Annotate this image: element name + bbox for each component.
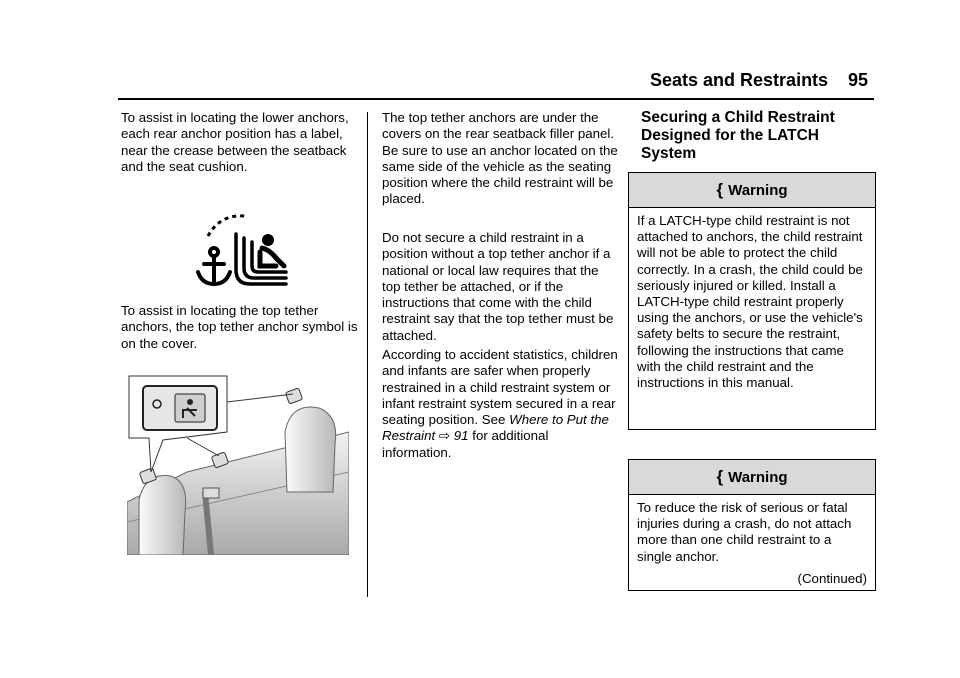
statistics-text: According to accident statistics, children and infants are safer when properly restrained in a child restraint system or infant restraint system secured in a rear seating position. See xyxy=(382,347,618,428)
warning-icon: { xyxy=(716,180,724,199)
top-tether-anchor-icon xyxy=(190,208,290,288)
tether-location-paragraph: The top tether anchors are under the covers on the rear seatback filler panel. Be sure to use an anchor located on the same side of the vehicle as the seating position where the child restraint will be placed. xyxy=(382,110,618,207)
warning-icon: { xyxy=(716,467,724,486)
cross-reference-page[interactable]: 91 xyxy=(453,428,469,444)
statistics-text-end: for additional information. xyxy=(382,428,549,460)
warning-label: Warning xyxy=(728,468,788,486)
top-tether-paragraph: To assist in locating the top tether anchors, the top tether anchor symbol is on the cover. xyxy=(121,303,358,351)
warning-label: Warning xyxy=(728,181,788,199)
warning-header xyxy=(629,173,875,208)
page-ref-arrow-icon: ⇨ xyxy=(438,428,451,444)
header-rule xyxy=(118,98,874,100)
warning-text: If a LATCH-type child restraint is not attached to anchors, the child restraint will not be able to protect the child correctly. In a crash, the child could be seriously injured or killed. Install a LATCH-type child restraint properly using the anchors, or use the vehicle's safety belts to secure the restraint, following the instructions that came with the child restraint and the instructions in this manual. xyxy=(637,213,863,391)
law-requirement-paragraph: Do not secure a child restraint in a position without a top tether anchor if a national or local law requires that the top tether be attached, or if the instructions that come with the child restraint say that the top tether must be attached. xyxy=(382,230,614,343)
continued-label: (Continued) xyxy=(797,571,867,586)
column-divider xyxy=(367,112,368,597)
lower-anchor-paragraph: To assist in locating the lower anchors, each rear anchor position has a label, near the crease between the seatback and the seat cushion. xyxy=(121,110,349,174)
page-section-title: Seats and Restraints xyxy=(650,70,829,90)
accident-statistics-paragraph xyxy=(382,347,618,461)
warning-header xyxy=(629,460,875,495)
latch-section-title: Securing a Child Restraint Designed for the LATCH System xyxy=(641,109,835,162)
cross-reference-link[interactable]: Where to Put the Restraint xyxy=(382,412,609,444)
page-number: 95 xyxy=(848,70,869,90)
warning-box-latch xyxy=(628,172,876,430)
warning-box-single-anchor xyxy=(628,459,876,591)
rear-seat-anchor-illustration xyxy=(127,372,349,555)
warning-text: To reduce the risk of serious or fatal injuries during a crash, do not attach more than one child restraint to a single anchor. xyxy=(637,500,852,564)
